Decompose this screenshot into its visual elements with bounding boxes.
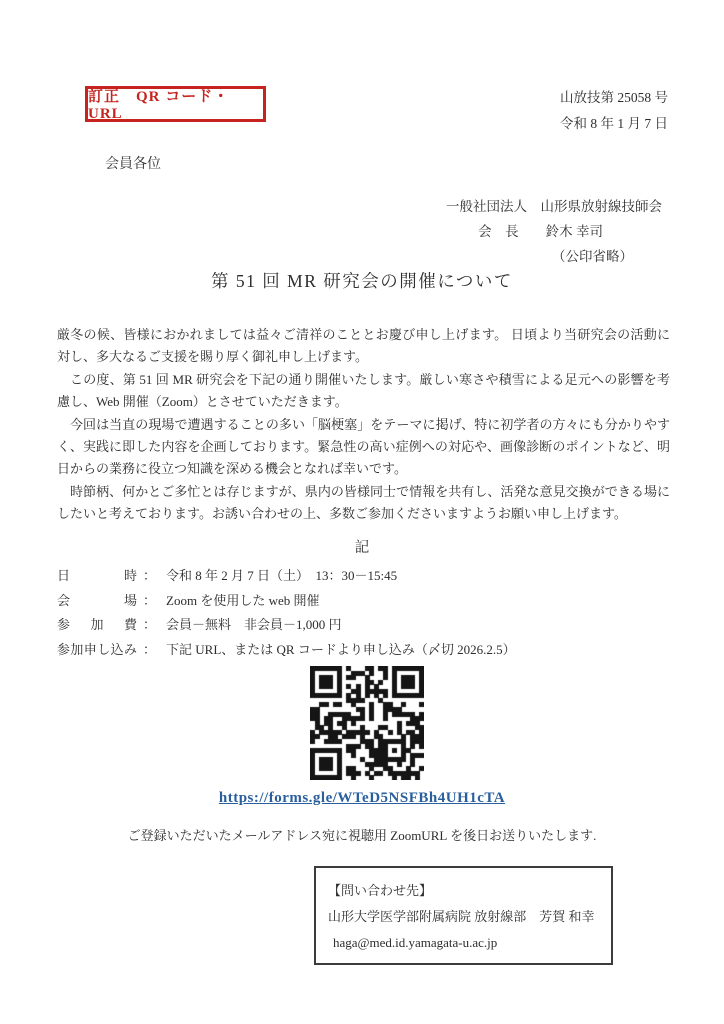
sender-president: 会 長 鈴木 幸司 — [478, 224, 603, 239]
qr-code — [310, 666, 424, 780]
detail-label: 参加申し込み — [57, 641, 137, 657]
body-text — [57, 324, 670, 526]
body-paragraph: この度、第 51 回 MR 研究会を下記の通り開催いたします。厳しい寒さや積雪による足元への影響を考慮し、Web 開催（Zoom）とさせていただきます。 — [57, 371, 670, 410]
record-marker: 記 — [354, 540, 370, 556]
correction-stamp — [85, 86, 266, 122]
document-meta — [560, 85, 668, 136]
detail-colon: ： — [143, 641, 157, 657]
recipient: 会員各位 — [105, 157, 161, 172]
body-paragraph: 厳冬の候、皆様におかれましては益々ご清祥のこととお慶び申し上げます。 日頃より当研究会の活動に対し、多大なるご支援を賜り厚く御礼申し上げます。 — [57, 327, 670, 365]
document-number: 山放技第 25058 号 — [560, 90, 668, 105]
zoom-url-note: ご登録いただいたメールアドレス宛に視聴用 ZoomURL を後日お送りいたします. — [127, 828, 597, 843]
detail-row-venue — [57, 589, 670, 614]
detail-row-datetime — [57, 564, 670, 589]
contact-email: haga@med.id.yamagata-u.ac.jp — [333, 935, 498, 950]
detail-label: 会場 — [57, 592, 137, 608]
detail-value: 令和 8 年 2 月 7 日（土） 13：30－15:45 — [166, 568, 398, 583]
page-title: 第 51 回 MR 研究会の開催について — [211, 271, 513, 291]
body-paragraph: 時節柄、何かとご多忙とは存じますが、県内の皆様同士で情報を共有し、活発な意見交換ができる場にしたいと考えております。お誘い合わせの上、多数ご参加くださいますようお願い申し上げます。 — [57, 483, 670, 522]
detail-label: 日時 — [57, 568, 137, 583]
document-date: 令和 8 年 1 月 7 日 — [560, 115, 668, 131]
application-url-link[interactable]: https://forms.gle/WTeD5NSFBh4UH1cTA — [218, 790, 506, 806]
detail-value: 会員－無料 非会員－1,000 円 — [166, 617, 342, 633]
sender-organization: 一般社団法人 山形県放射線技師会 — [446, 199, 662, 214]
detail-row-application — [57, 638, 670, 663]
detail-colon: ： — [143, 592, 157, 608]
detail-colon: ： — [143, 617, 157, 633]
detail-row-fee — [57, 613, 670, 638]
sender-seal-note: （公印省略） — [552, 249, 633, 264]
body-paragraph: 今回は当直の現場で遭遇することの多い「脳梗塞」をテーマに掲げ、特に初学者の方々にも分かりやすく、実践に即した内容を企画しております。緊急性の高い症例への対応や、画像診断のポイントなど、明日からの業務に役立つ知識を深める機会となれば幸いです。 — [57, 416, 670, 477]
event-details — [57, 564, 670, 662]
detail-colon: ： — [143, 568, 157, 583]
application-url-row — [0, 789, 724, 807]
contact-person: 山形大学医学部附属病院 放射線部 芳賀 和幸 — [328, 909, 595, 924]
correction-stamp-label: 訂正 QR コード・URL — [88, 89, 230, 122]
detail-value: Zoom を使用した web 開催 — [166, 592, 320, 608]
detail-value: 下記 URL、または QR コードより申し込み（〆切 2026.2.5） — [166, 641, 516, 657]
detail-label: 参加費 — [57, 617, 137, 633]
contact-heading: 【問い合わせ先】 — [328, 883, 433, 898]
contact-box — [314, 866, 613, 965]
